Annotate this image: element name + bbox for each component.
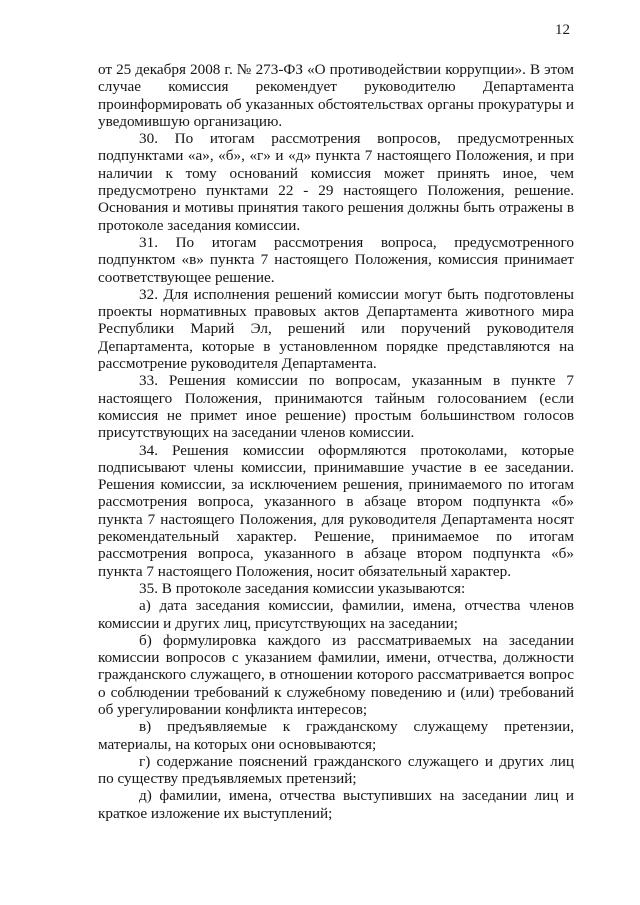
paragraph-continuation: от 25 декабря 2008 г. № 273-ФЗ «О противодействии коррупции». В этом случае комиссия рекомендует руководителю Департамента проинформировать об указанных обстоятельствах органы прокуратуры и уведомившую организацию. xyxy=(98,61,574,130)
paragraph-35-g: г) содержание пояснений гражданского служащего и других лиц по существу предъявляемых претензий; xyxy=(98,752,574,788)
page-number: 12 xyxy=(555,22,570,38)
paragraph-34: 34. Решения комиссии оформляются протоколами, которые подписывают члены комиссии, принимавшие участие в ее заседании. Решения комиссии, за исключением решения, принимаемого по итогам рассмотрения вопроса, указанного в абзаце втором подпункта «б» пункта 7 настоящего Положения, для руководителя Департамента носят рекомендательный характер. Решение, принимаемое по итогам рассмотрения вопроса, указанного в абзаце втором подпункта «б» пункта 7 настоящего Положения, носит обязательный характер. xyxy=(98,441,574,580)
paragraph-35: 35. В протоколе заседания комиссии указываются: xyxy=(139,579,466,597)
document-body xyxy=(98,61,574,822)
paragraph-30: 30. По итогам рассмотрения вопросов, предусмотренных подпунктами «а», «б», «г» и «д» пункта 7 настоящего Положения, и при наличии к тому оснований комиссия может принять иное, чем предусмотрено пунктами 22 - 29 настоящего Положения, решение. Основания и мотивы принятия такого решения должны быть отражены в протоколе заседания комиссии. xyxy=(98,130,574,234)
paragraph-35-v: в) предъявляемые к гражданскому служащему претензии, материалы, на которых они основываются; xyxy=(98,718,574,753)
paragraph-33: 33. Решения комиссии по вопросам, указанным в пункте 7 настоящего Положения, принимаются тайным голосованием (если комиссия не примет иное решение) простым большинством голосов присутствующих на заседании членов комиссии. xyxy=(98,372,574,442)
paragraph-35-d: д) фамилии, имена, отчества выступивших на заседании лиц и краткое изложение их выступлений; xyxy=(98,787,574,822)
paragraph-35-b: б) формулировка каждого из рассматриваемых на заседании комиссии вопросов с указанием фамилии, имени, отчества, должности гражданского служащего, в отношении которого рассматривается вопрос о соблюдении требований к служебному поведению и (или) требований об урегулировании конфликта интересов; xyxy=(98,631,574,718)
paragraph-32: 32. Для исполнения решений комиссии могут быть подготовлены проекты нормативных правовых актов Департамента животного мира Республики Марий Эл, решений или поручений руководителя Департамента, которые в установленном порядке представляются на рассмотрение руководителя Департамента. xyxy=(98,285,574,373)
paragraph-35-a: а) дата заседания комиссии, фамилии, имена, отчества членов комиссии и других лиц, присутствующих на заседании; xyxy=(98,597,574,632)
paragraph-31: 31. По итогам рассмотрения вопроса, предусмотренного подпунктом «в» пункта 7 настоящего Положения, комиссия принимает соответствующее решение. xyxy=(98,233,574,286)
